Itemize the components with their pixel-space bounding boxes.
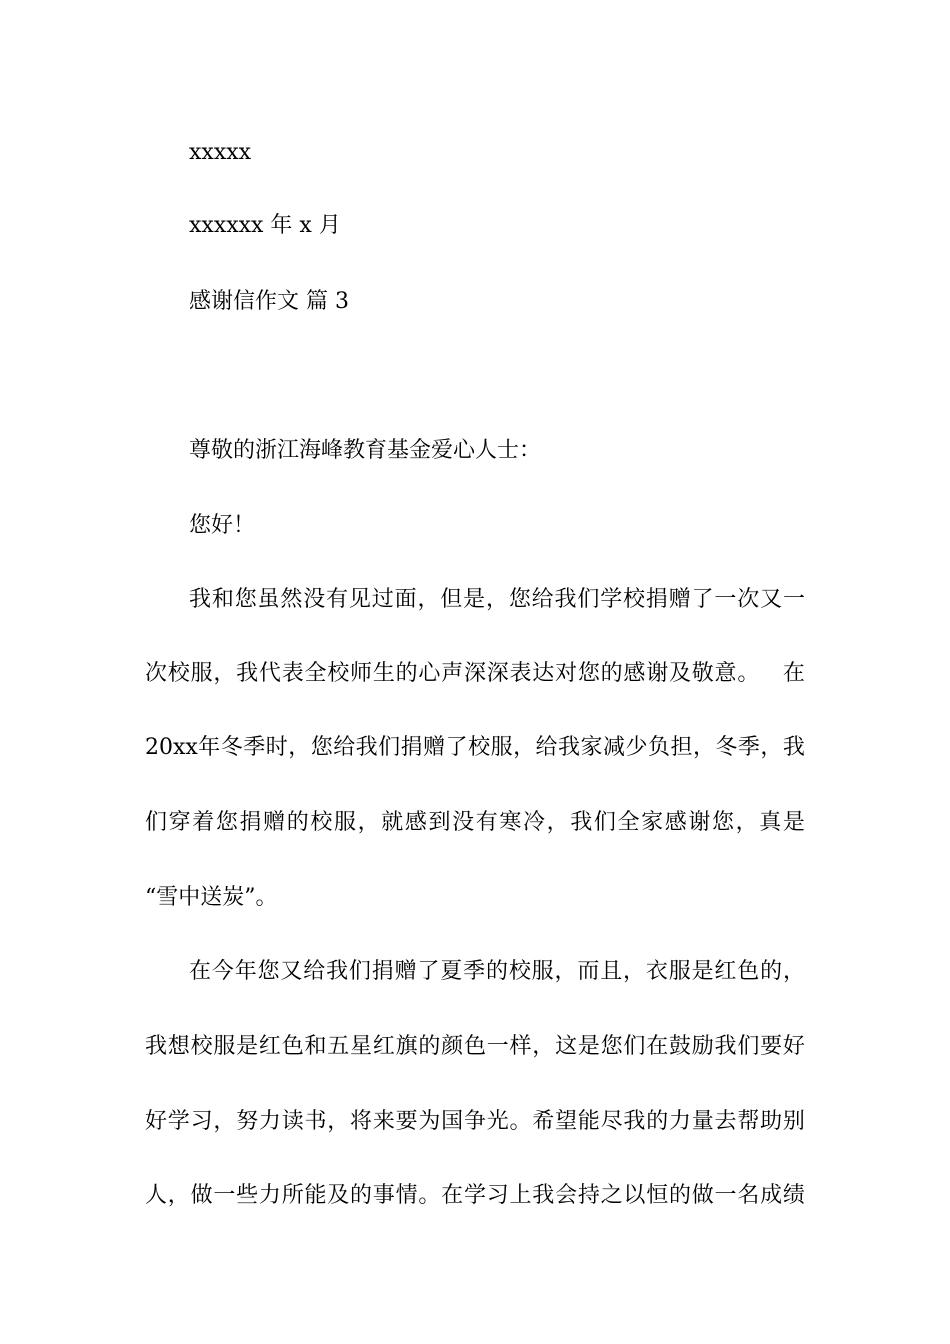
text-glyph: 深 — [486, 661, 509, 686]
text-glyph: 去 — [714, 1109, 737, 1134]
text-glyph: 谢 — [646, 661, 669, 686]
text-glyph: 给 — [303, 959, 326, 984]
text-glyph: 全 — [617, 810, 640, 835]
text-glyph: 和 — [304, 1034, 327, 1059]
paragraph2-line-3 — [145, 1108, 805, 1136]
text-glyph: 五 — [327, 1034, 350, 1059]
text-glyph: ， — [692, 735, 715, 760]
text-glyph: 红 — [714, 959, 737, 984]
text-glyph: 校 — [508, 959, 531, 984]
text-glyph: 要 — [760, 1034, 783, 1059]
text-glyph: 谢 — [688, 810, 711, 835]
text-glyph: 衣 — [645, 959, 668, 984]
text-glyph: 年 — [198, 735, 221, 760]
text-glyph: 情 — [395, 1183, 418, 1208]
text-glyph: 习 — [190, 1109, 213, 1134]
text-glyph: 感 — [623, 661, 646, 686]
text-glyph — [760, 660, 782, 688]
text-glyph: 担 — [670, 735, 693, 760]
text-glyph: 力 — [258, 1183, 281, 1208]
text-glyph: 捐 — [400, 735, 423, 760]
text-glyph: 是 — [782, 810, 805, 835]
text-glyph: 在 — [441, 1183, 464, 1208]
text-glyph: 色 — [281, 1034, 304, 1059]
text-glyph: 我 — [355, 735, 378, 760]
text-glyph: 在 — [782, 661, 805, 686]
text-glyph: 校 — [623, 587, 646, 612]
paragraph1-line-2 — [145, 660, 805, 688]
text-glyph: 您 — [508, 587, 531, 612]
text-glyph: 且 — [600, 959, 623, 984]
text-glyph: 师 — [350, 661, 373, 686]
text-glyph: 国 — [441, 1109, 464, 1134]
text-glyph: 做 — [691, 1183, 714, 1208]
text-glyph: 服 — [531, 959, 554, 984]
text-glyph: 虽 — [257, 587, 280, 612]
text-glyph: 生 — [372, 661, 395, 686]
text-glyph: 全 — [304, 661, 327, 686]
text-glyph: 红 — [258, 1034, 281, 1059]
text-glyph: 赠 — [668, 587, 691, 612]
text-glyph: 您 — [310, 735, 333, 760]
text-glyph: 家 — [641, 810, 664, 835]
text-glyph: 学 — [463, 1183, 486, 1208]
text-glyph: 表 — [509, 661, 532, 686]
text-glyph: 深 — [463, 661, 486, 686]
text-glyph: 样 — [509, 1034, 532, 1059]
text-glyph: 服 — [213, 1034, 236, 1059]
text-glyph: 光 — [486, 1109, 509, 1134]
text-glyph: 的 — [668, 1183, 691, 1208]
text-glyph: 们 — [348, 959, 371, 984]
text-glyph: 持 — [577, 1183, 600, 1208]
text-glyph: 校 — [310, 810, 333, 835]
text-glyph: ， — [546, 810, 569, 835]
text-glyph: 。 — [418, 1183, 441, 1208]
text-glyph: 捐 — [645, 587, 668, 612]
text-glyph: ， — [485, 587, 508, 612]
text-glyph: 这 — [555, 1034, 578, 1059]
text-glyph: ， — [532, 1034, 555, 1059]
text-glyph: 次 — [737, 587, 760, 612]
text-glyph: 季 — [243, 735, 266, 760]
text-glyph: 一 — [714, 1183, 737, 1208]
text-glyph: 能 — [304, 1183, 327, 1208]
text-glyph: ， — [735, 810, 758, 835]
text-glyph: ， — [760, 735, 783, 760]
text-glyph: 我 — [558, 735, 581, 760]
text-glyph: ， — [167, 1183, 190, 1208]
text-glyph: 有 — [326, 587, 349, 612]
text-glyph: 的 — [646, 1109, 669, 1134]
text-glyph: ， — [327, 1109, 350, 1134]
text-glyph: ， — [782, 959, 805, 984]
text-glyph: 校 — [167, 661, 190, 686]
text-glyph: 20xx — [145, 735, 198, 760]
text-glyph: 我 — [189, 587, 212, 612]
text-glyph: 想 — [167, 1034, 190, 1059]
text-glyph: 冬 — [220, 735, 243, 760]
text-glyph: 色 — [463, 1034, 486, 1059]
text-glyph: 我 — [782, 735, 805, 760]
text-glyph: 力 — [668, 1109, 691, 1134]
text-glyph: 。 — [737, 661, 760, 686]
text-glyph: 将 — [350, 1109, 373, 1134]
text-glyph: 没 — [303, 587, 326, 612]
text-glyph: 给 — [535, 735, 558, 760]
text-glyph: 校 — [190, 1034, 213, 1059]
text-glyph: 及 — [668, 661, 691, 686]
text-glyph: 的 — [418, 1034, 441, 1059]
text-glyph: 我 — [236, 661, 259, 686]
text-glyph: 上 — [509, 1183, 532, 1208]
text-glyph: 的 — [600, 661, 623, 686]
text-glyph: 一 — [213, 1183, 236, 1208]
text-glyph: 又 — [280, 959, 303, 984]
text-glyph: 着 — [192, 810, 215, 835]
text-glyph: 感 — [664, 810, 687, 835]
text-glyph: 是 — [463, 587, 486, 612]
text-glyph: 的 — [350, 1183, 373, 1208]
text-glyph: 我 — [570, 810, 593, 835]
text-glyph: 希 — [532, 1109, 555, 1134]
text-glyph: 有 — [475, 810, 498, 835]
text-glyph: 真 — [759, 810, 782, 835]
paragraph1-line-3 — [145, 734, 805, 762]
text-glyph: 又 — [760, 587, 783, 612]
text-glyph: 少 — [625, 735, 648, 760]
text-glyph: 季 — [463, 959, 486, 984]
text-glyph: 代 — [258, 661, 281, 686]
text-glyph: 负 — [647, 735, 670, 760]
text-glyph: 和 — [211, 587, 234, 612]
text-glyph: 励 — [691, 1034, 714, 1059]
text-glyph: 面 — [394, 587, 417, 612]
text-glyph: 服 — [334, 810, 357, 835]
text-glyph: 给 — [531, 587, 554, 612]
text-glyph: 服 — [668, 959, 691, 984]
text-glyph: 事 — [372, 1183, 395, 1208]
text-glyph: 争 — [463, 1109, 486, 1134]
text-glyph: 了 — [691, 587, 714, 612]
text-glyph: 帮 — [737, 1109, 760, 1134]
text-glyph: 要 — [395, 1109, 418, 1134]
text-glyph: 过 — [371, 587, 394, 612]
text-glyph: 的 — [485, 959, 508, 984]
text-glyph: 服 — [490, 735, 513, 760]
text-glyph: 之 — [600, 1183, 623, 1208]
text-glyph: 见 — [348, 587, 371, 612]
text-glyph: 感 — [404, 810, 427, 835]
text-glyph: 好 — [145, 1109, 168, 1134]
text-glyph: 旗 — [395, 1034, 418, 1059]
text-glyph: 您 — [215, 810, 238, 835]
text-glyph: ， — [213, 1109, 236, 1134]
text-glyph: 您 — [577, 661, 600, 686]
text-glyph: 在 — [646, 1034, 669, 1059]
text-glyph: 的 — [395, 661, 418, 686]
text-glyph: 习 — [486, 1183, 509, 1208]
text-glyph: 来 — [372, 1109, 395, 1134]
text-glyph: 星 — [350, 1034, 373, 1059]
text-glyph: 冬 — [715, 735, 738, 760]
text-glyph: 是 — [691, 959, 714, 984]
text-glyph: 助 — [760, 1109, 783, 1134]
text-glyph: 捐 — [371, 959, 394, 984]
text-glyph: 心 — [418, 661, 441, 686]
text-glyph: 名 — [737, 1183, 760, 1208]
text-glyph: 而 — [577, 959, 600, 984]
text-glyph: ， — [357, 810, 380, 835]
text-glyph: 您 — [257, 959, 280, 984]
text-glyph: 您 — [234, 587, 257, 612]
text-glyph: 今 — [211, 959, 234, 984]
greeting: 您好！ — [189, 513, 256, 538]
text-glyph: 夏 — [440, 959, 463, 984]
text-glyph: 一 — [486, 1034, 509, 1059]
text-glyph: 读 — [281, 1109, 304, 1134]
text-glyph: 就 — [381, 810, 404, 835]
text-glyph: 们 — [378, 735, 401, 760]
text-glyph: 穿 — [168, 810, 191, 835]
text-glyph: 但 — [440, 587, 463, 612]
text-glyph: 了 — [417, 959, 440, 984]
text-glyph: 校 — [468, 735, 491, 760]
text-glyph: 望 — [555, 1109, 578, 1134]
text-glyph: 绩 — [782, 1183, 805, 1208]
paragraph2-line-2 — [145, 1033, 805, 1061]
paragraph1-line-4 — [145, 809, 805, 837]
text-glyph: 。 — [509, 1109, 532, 1134]
text-glyph: 给 — [333, 735, 356, 760]
text-glyph: 时 — [265, 735, 288, 760]
text-glyph: 在 — [189, 959, 212, 984]
text-glyph: 达 — [532, 661, 555, 686]
text-glyph: 赠 — [263, 810, 286, 835]
text-glyph: 会 — [555, 1183, 578, 1208]
text-glyph: 力 — [258, 1109, 281, 1134]
paragraph1-line-5: “雪中送炭”。 — [145, 885, 278, 910]
text-glyph: 尽 — [600, 1109, 623, 1134]
text-glyph: 到 — [428, 810, 451, 835]
text-glyph: 您 — [712, 810, 735, 835]
text-glyph: 们 — [145, 810, 168, 835]
text-glyph: 赠 — [394, 959, 417, 984]
text-glyph: 的 — [286, 810, 309, 835]
text-glyph: 做 — [190, 1183, 213, 1208]
text-glyph: 们 — [623, 1034, 646, 1059]
text-glyph: 学 — [167, 1109, 190, 1134]
text-glyph: 一 — [714, 587, 737, 612]
text-glyph: ， — [623, 959, 646, 984]
text-glyph: 表 — [281, 661, 304, 686]
text-glyph: 颜 — [441, 1034, 464, 1059]
text-glyph: 能 — [577, 1109, 600, 1134]
salutation: 尊敬的浙江海峰教育基金爱心人士： — [189, 438, 542, 463]
text-glyph: 我 — [714, 1034, 737, 1059]
text-glyph: 以 — [623, 1183, 646, 1208]
text-glyph: 是 — [577, 1034, 600, 1059]
text-glyph: 年 — [234, 959, 257, 984]
text-glyph: 们 — [577, 587, 600, 612]
text-glyph: 好 — [782, 1034, 805, 1059]
text-glyph: 恒 — [646, 1183, 669, 1208]
text-glyph: 我 — [145, 1034, 168, 1059]
text-glyph: 服 — [190, 661, 213, 686]
text-glyph: 些 — [236, 1183, 259, 1208]
text-glyph: 我 — [532, 1183, 555, 1208]
text-glyph: 次 — [145, 661, 168, 686]
text-glyph: 书 — [304, 1109, 327, 1134]
text-glyph: 减 — [603, 735, 626, 760]
text-glyph: ， — [417, 587, 440, 612]
text-glyph: 您 — [600, 1034, 623, 1059]
text-glyph: 的 — [760, 959, 783, 984]
text-glyph: 色 — [737, 959, 760, 984]
text-glyph: 我 — [554, 587, 577, 612]
text-glyph: 人 — [145, 1183, 168, 1208]
paragraph1-line-1 — [189, 586, 805, 614]
text-glyph: 为 — [418, 1109, 441, 1134]
text-glyph: 家 — [580, 735, 603, 760]
text-glyph: 了 — [445, 735, 468, 760]
text-glyph: 努 — [236, 1109, 259, 1134]
text-glyph: 量 — [691, 1109, 714, 1134]
paragraph2-line-4 — [145, 1182, 805, 1210]
text-glyph: 我 — [326, 959, 349, 984]
paragraph2-line-1 — [189, 958, 805, 986]
text-glyph: 一 — [782, 587, 805, 612]
text-glyph: 然 — [280, 587, 303, 612]
text-glyph: ， — [288, 735, 311, 760]
text-glyph: 没 — [452, 810, 475, 835]
text-glyph: 季 — [737, 735, 760, 760]
text-glyph: 声 — [441, 661, 464, 686]
text-glyph: 所 — [281, 1183, 304, 1208]
text-glyph: ， — [554, 959, 577, 984]
text-glyph: 们 — [737, 1034, 760, 1059]
text-glyph: 及 — [327, 1183, 350, 1208]
section-title: 感谢信作文 篇 3 — [189, 289, 349, 314]
text-glyph: 寒 — [499, 810, 522, 835]
text-glyph: 赠 — [423, 735, 446, 760]
text-glyph: 是 — [236, 1034, 259, 1059]
text-glyph: 学 — [600, 587, 623, 612]
text-glyph: 敬 — [691, 661, 714, 686]
text-glyph: 捐 — [239, 810, 262, 835]
text-glyph: 们 — [593, 810, 616, 835]
text-glyph: ， — [213, 661, 236, 686]
text-glyph: 鼓 — [668, 1034, 691, 1059]
text-glyph: 红 — [372, 1034, 395, 1059]
text-glyph: 对 — [555, 661, 578, 686]
text-glyph: 我 — [623, 1109, 646, 1134]
date-line: xxxxxx 年 x 月 — [189, 213, 341, 238]
text-glyph: 冷 — [523, 810, 546, 835]
text-glyph: 成 — [760, 1183, 783, 1208]
text-glyph: 别 — [782, 1109, 805, 1134]
text-glyph: ， — [513, 735, 536, 760]
signature-line: xxxxx — [189, 140, 252, 165]
text-glyph: 校 — [327, 661, 350, 686]
text-glyph: 意 — [714, 661, 737, 686]
